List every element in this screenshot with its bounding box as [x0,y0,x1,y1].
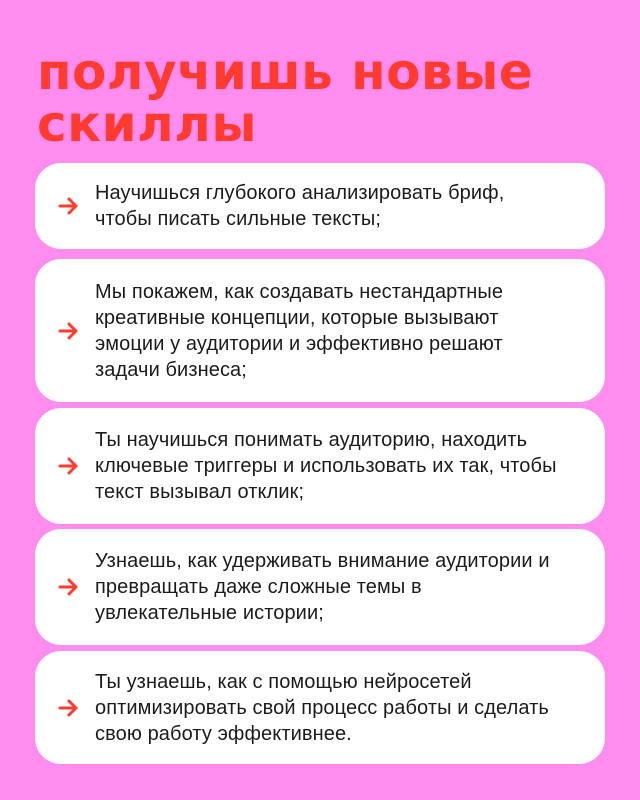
page-title [37,43,617,153]
arrow-right-icon [57,454,81,478]
skill-card-audience [35,408,605,524]
skill-text: Узнаешь, как удерживать внимание аудитории и превращать даже сложные темы в увлекательные истории; [95,550,550,624]
arrow-right-icon [57,696,81,720]
skill-card-neural-networks [35,651,605,764]
skill-card-concepts [35,259,605,402]
arrow-right-icon [57,319,81,343]
skill-text: Мы покажем, как создавать нестандартные креативные концепции, которые вызывают эмоции у аудитории и эффективно решают задачи бизнеса; [95,280,504,381]
skill-card-storytelling [35,529,605,645]
skill-text: Ты узнаешь, как с помощью нейросетей оптимизировать свой процесс работы и сделать свою работу эффективнее. [95,670,549,745]
arrow-right-icon [57,575,81,599]
arrow-right-icon [57,194,81,218]
page-title-line-1: получишь новые [37,43,534,101]
page-title-line-2: скиллы [37,95,258,153]
skill-card-brief [35,163,605,249]
skill-text: Научишься глубокого анализировать бриф, чтобы писать сильные тексты; [95,182,505,230]
skill-text: Ты научишься понимать аудиторию, находить ключевые триггеры и использовать их так, чтобы текст вызывал отклик; [95,429,557,503]
